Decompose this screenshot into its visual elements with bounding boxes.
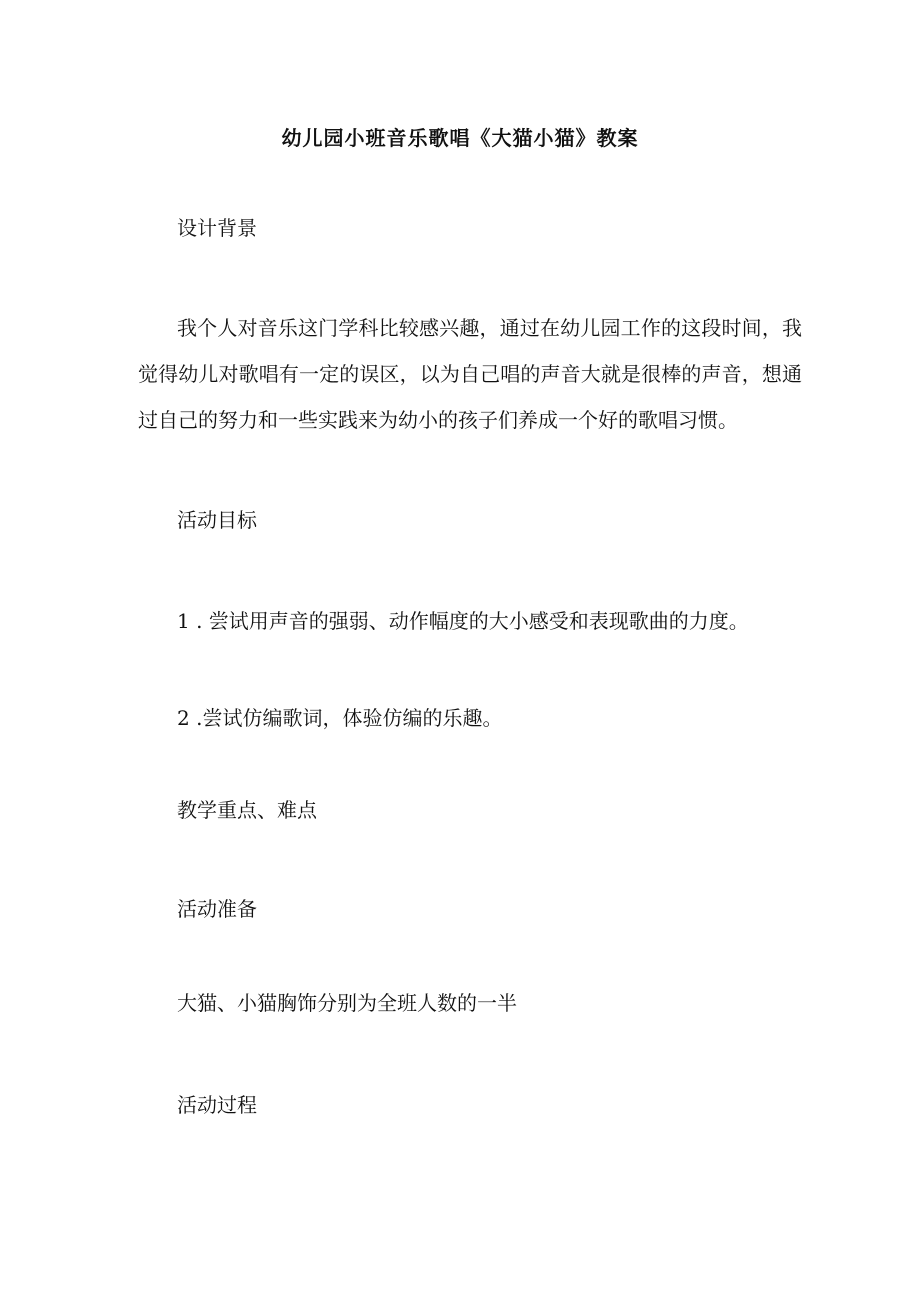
section-heading-key-points: 教学重点、难点 xyxy=(177,798,317,822)
goal-item-2: 2 .尝试仿编歌词，体验仿编的乐趣。 xyxy=(177,706,503,730)
goal-item-1: 1 . 尝试用声音的强弱、动作幅度的大小感受和表现歌曲的力度。 xyxy=(177,609,749,633)
section-heading-activity-goals: 活动目标 xyxy=(177,508,257,532)
preparation-text: 大猫、小猫胸饰分别为全班人数的一半 xyxy=(177,991,517,1015)
section-heading-process: 活动过程 xyxy=(177,1093,257,1117)
section-heading-design-background: 设计背景 xyxy=(177,216,257,240)
document-title: 幼儿园小班音乐歌唱《大猫小猫》教案 xyxy=(281,126,639,150)
design-background-paragraph: 我个人对音乐这门学科比较感兴趣，通过在幼儿园工作的这段时间，我觉得幼儿对歌唱有一定的误区，以为自己唱的声音大就是很棒的声音，想通过自己的努力和一些实践来为幼小的孩子们养成一个好的歌唱习惯。 xyxy=(138,316,802,432)
section-heading-preparation: 活动准备 xyxy=(177,897,257,921)
